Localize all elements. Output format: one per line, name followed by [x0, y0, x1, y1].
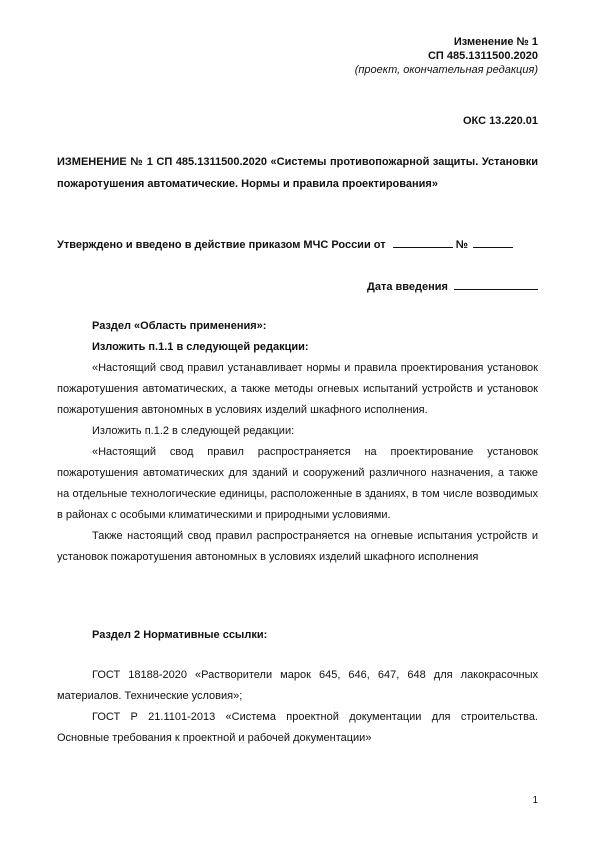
- section-scope: [57, 316, 538, 568]
- reference-item: ГОСТ Р 21.1101-2013 «Система проектной документации для строительства. Основные требования к проектной и рабочей документации»: [57, 711, 538, 744]
- section-heading: Раздел «Область применения»:: [92, 320, 267, 332]
- page-number: 1: [532, 795, 538, 806]
- approval-text: Утверждено и введено в действие приказом МЧС России от: [57, 239, 386, 251]
- effective-date-line: [367, 278, 538, 293]
- reference-item: ГОСТ 18188-2020 «Растворители марок 645, 646, 647, 648 для лакокрасочных материалов. Технические условия»;: [57, 669, 538, 702]
- paragraph: «Настоящий свод правил устанавливает нормы и правила проектирования установок пожаротушения автоматических, а также методы огневых испытаний устройств и установок пожаротушения автономных в условиях изделий шкафного исполнения.: [57, 362, 538, 416]
- effective-date-label: Дата введения: [367, 281, 448, 293]
- instruction: Изложить п.1.2 в следующей редакции:: [92, 425, 295, 437]
- paragraph: «Настоящий свод правил распространяется на проектирование установок пожаротушения автоматических для зданий и сооружений различного назначения, а также на отдельные технологические единицы, расположенные в зданиях, в том числе возводимых в районах с особыми климатическими и природными условиями.: [57, 446, 538, 521]
- instruction: Изложить п.1.1 в следующей редакции:: [92, 341, 309, 353]
- approval-date-blank: [393, 236, 453, 248]
- amendment-number: Изменение № 1: [453, 36, 538, 48]
- effective-date-blank: [454, 278, 538, 290]
- section-heading: Раздел 2 Нормативные ссылки:: [92, 629, 268, 641]
- paragraph: Также настоящий свод правил распространяется на огневые испытания устройств и установок пожаротушения автономных в условиях изделий шкафного исполнения: [57, 530, 538, 563]
- document-header: [355, 35, 538, 77]
- approval-number-blank: [473, 236, 513, 248]
- oks-code: ОКС 13.220.01: [462, 115, 538, 127]
- document-title: ИЗМЕНЕНИЕ № 1 СП 485.1311500.2020 «Системы противопожарной защиты. Установки пожаротушения автоматические. Нормы и правила проектирования»: [57, 156, 538, 190]
- section-references: [57, 625, 538, 646]
- reference-list: [57, 665, 538, 749]
- approval-line: [57, 236, 538, 251]
- code-number: СП 485.1311500.2020: [427, 50, 538, 62]
- approval-number-sign: №: [455, 239, 468, 251]
- draft-status: (проект, окончательная редакция): [354, 64, 538, 76]
